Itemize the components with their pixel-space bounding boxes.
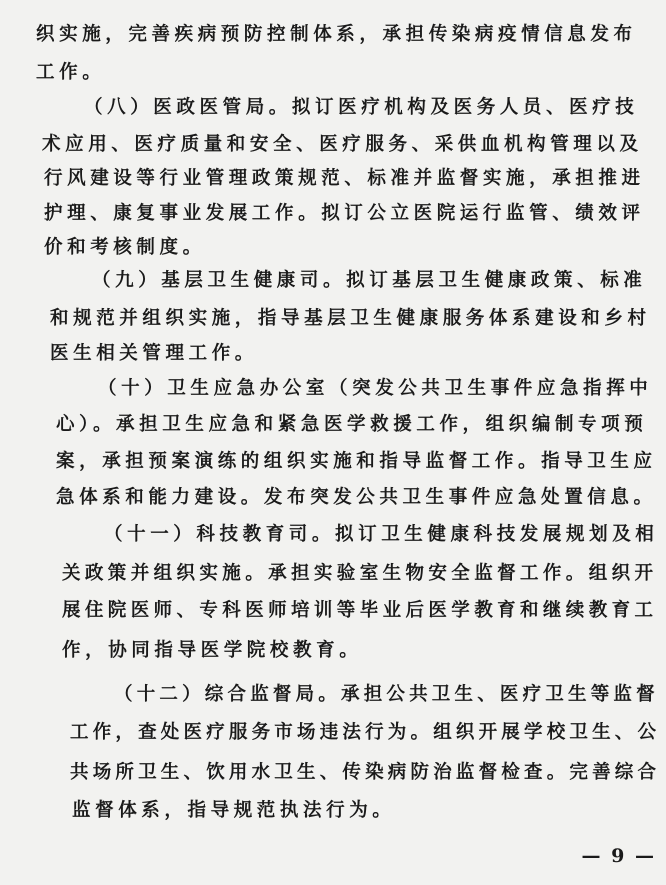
text-line-5: 行风建设等行业管理政策规范、标准并监督实施，承担推进 (44, 168, 645, 189)
text-line-17: 展住院医师、专科医师培训等毕业后医学教育和继续教育工 (62, 600, 658, 621)
text-line-19: （十二）综合监督局。承担公共卫生、医疗卫生等监督 (114, 684, 659, 705)
text-line-10: 医生相关管理工作。 (50, 343, 258, 364)
text-line-22: 监督体系，指导规范执法行为。 (72, 800, 396, 821)
text-line-1: 织实施，完善疾病预防控制体系，承担传染病疫情信息发布 (36, 24, 637, 45)
text-line-9: 和规范并组织实施，指导基层卫生健康服务体系建设和乡村 (50, 308, 651, 329)
text-line-20: 工作，查处医疗服务市场违法行为。组织开展学校卫生、公 (70, 722, 661, 743)
text-line-11: （十）卫生应急办公室（突发公共卫生事件应急指挥中 (98, 378, 653, 399)
text-line-6: 护理、康复事业发展工作。拟订公立医院运行监管、绩效评 (44, 203, 645, 224)
text-line-13: 案，承担预案演练的组织实施和指导监督工作。指导卫生应 (56, 451, 657, 472)
text-line-3: （八）医政医管局。拟订医疗机构及医务人员、医疗技 (84, 97, 639, 118)
text-line-12: 心）。承担卫生应急和紧急医学救援工作，组织编制专项预 (56, 414, 648, 435)
text-line-7: 价和考核制度。 (44, 237, 206, 258)
text-line-21: 共场所卫生、饮用水卫生、传染病防治监督检查。完善综合 (70, 762, 661, 783)
text-line-15: （十一）科技教育司。拟订卫生健康科技发展规划及相 (104, 524, 659, 545)
text-line-18: 作，协同指导医学院校教育。 (62, 640, 363, 661)
text-line-14: 急体系和能力建设。发布突发公共卫生事件应急处置信息。 (56, 487, 657, 508)
text-line-4: 术应用、医疗质量和安全、医疗服务、采供血机构管理以及 (42, 134, 643, 155)
text-line-2: 工作。 (36, 62, 106, 83)
text-line-8: （九）基层卫生健康司。拟订基层卫生健康政策、标准 (92, 270, 647, 291)
page-number: — 9 — (581, 845, 656, 867)
text-line-16: 关政策并组织实施。承担实验室生物安全监督工作。组织开 (62, 563, 658, 584)
